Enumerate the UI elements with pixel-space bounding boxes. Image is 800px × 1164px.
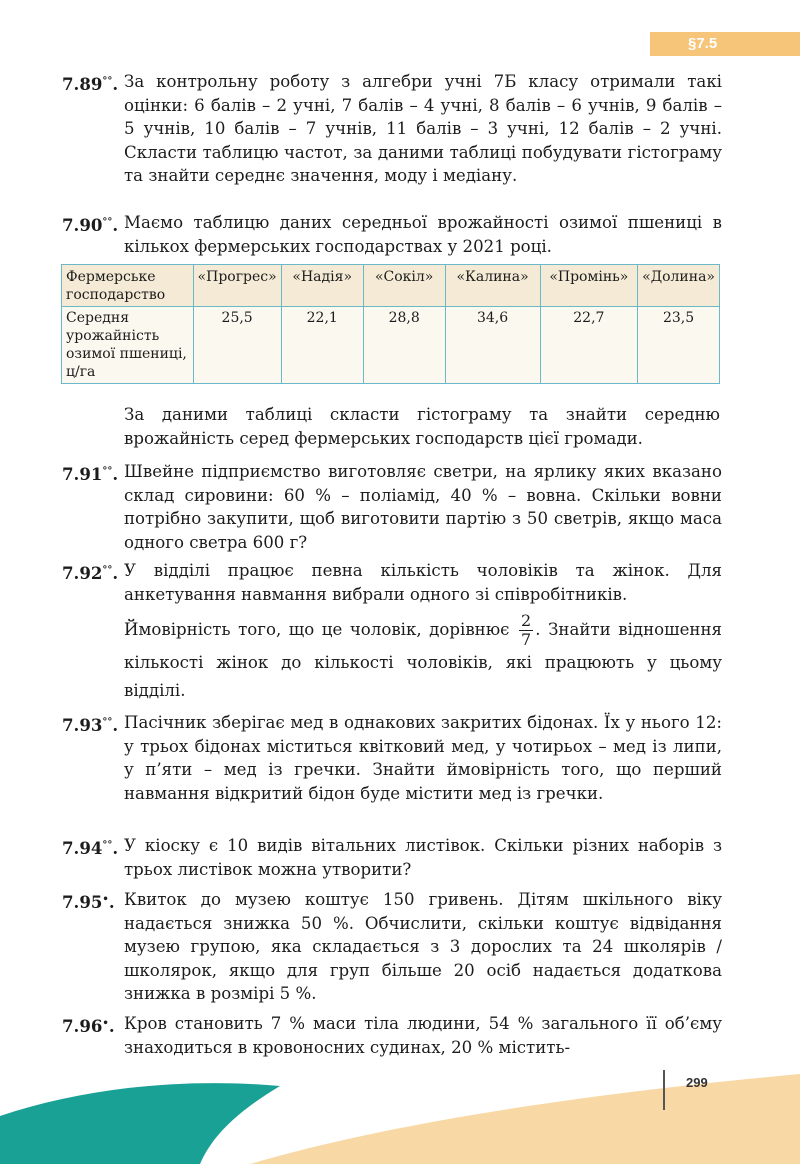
yield-table bbox=[61, 264, 720, 384]
problem-text: У відділі працює певна кількість чоловіків та жінок. Для анкетування навмання вибрали одного зі співробітників. bbox=[124, 561, 722, 604]
page-number-divider bbox=[663, 1070, 665, 1110]
fraction: $\frac{2}{7}$ bbox=[521, 611, 532, 649]
problem-text: За контрольну роботу з алгебри учні 7Б класу отримали такі оцінки: 6 балів – 2 учні, 7 балів – 4 учні, 8 балів – 6 учнів, 9 балів – 5 учнів, 10 балів – 7 учнів, 11 балів – 3 учні, 12 балів – 2 учні. Скласти таблицю частот, за даними таблиці побудувати гістограму та знайти середнє значення, моду і медіану. bbox=[124, 72, 722, 185]
problem-text: Пасічник зберігає мед в однакових закритих бідонах. Їх у нього 12: у трьох бідонах міститься квітковий мед, у чотирьох – мед із липи, у п’яти – мед із гречки. Знайти ймовірність того, що перший навмання відкритий бідон буде містити мед із гречки. bbox=[124, 713, 722, 803]
table-cell: 25,5 bbox=[193, 307, 281, 384]
footer-teal-wave bbox=[0, 1083, 280, 1164]
problem-text: Швейне підприємство виготовляє светри, на ярлику яких вказано склад сировини: 60 % – поліамід, 40 % – вовна. Скільки вовни потрібно закупити, щоб виготовити партію з 50 светрів, якщо маса одного светра 600 г? bbox=[124, 462, 722, 552]
table-cell: 23,5 bbox=[638, 307, 720, 384]
table-column-header: «Прогрес» bbox=[193, 265, 281, 307]
problem-text: У кіоску є 10 видів вітальних листівок. Скільки різних наборів з трьох листівок можна утворити? bbox=[124, 836, 722, 879]
table-column-header: «Сокіл» bbox=[363, 265, 445, 307]
table-task-text: За даними таблиці скласти гістограму та знайти середню врожайність серед фермерських господарств цієї громади. bbox=[124, 405, 720, 448]
problem-number: 7.90°°. bbox=[62, 215, 119, 235]
table-column-header: «Надія» bbox=[281, 265, 363, 307]
problem-number: 7.89°°. bbox=[62, 74, 119, 94]
table-row-header: Фермерське господарство bbox=[62, 265, 194, 307]
table-column-header: «Долина» bbox=[638, 265, 720, 307]
problem-7-89 bbox=[62, 70, 722, 188]
table-header-row bbox=[62, 265, 720, 307]
page-footer-decoration bbox=[0, 1056, 800, 1164]
problem-text: Кров становить 7 % маси тіла людини, 54 % загального її об’єму знаходиться в кровоносних судинах, 20 % містить- bbox=[124, 1014, 722, 1057]
problem-7-96 bbox=[62, 1012, 722, 1059]
footer-orange-wave bbox=[250, 1074, 800, 1164]
problem-number: 7.93°°. bbox=[62, 715, 119, 735]
table-row bbox=[62, 307, 720, 384]
page-number: 299 bbox=[686, 1075, 708, 1090]
problem-number: 7.91°°. bbox=[62, 464, 119, 484]
table-column-header: «Калина» bbox=[445, 265, 540, 307]
table-cell: 34,6 bbox=[445, 307, 540, 384]
table-column-header: «Промінь» bbox=[540, 265, 638, 307]
problem-number: 7.95•. bbox=[62, 892, 115, 912]
section-tab bbox=[650, 32, 800, 56]
problem-text-probability: Ймовірність того, що це чоловік, дорівнює $\frac{2}{7}$ . Знайти відношення кількості жінок до кількості чоловіків, які працюють у цьому відділі. bbox=[124, 611, 722, 700]
problem-7-90 bbox=[62, 211, 722, 258]
problem-7-91 bbox=[62, 460, 722, 554]
problem-number: 7.94°°. bbox=[62, 838, 119, 858]
problem-text: Квиток до музею коштує 150 гривень. Дітям шкільного віку надається знижка 50 %. Обчислити, скільки коштує відвідання музею групою, яка складається з 3 дорослих та 24 школярів / школярок, якщо для груп більше 20 осіб надається додаткова знижка в розмірі 5 %. bbox=[124, 890, 722, 1003]
table-row-label: Середня урожайність озимої пшениці, ц/га bbox=[62, 307, 194, 384]
problem-7-92 bbox=[62, 559, 722, 705]
table-cell: 28,8 bbox=[363, 307, 445, 384]
problem-text: Маємо таблицю даних середньої врожайності озимої пшениці в кількох фермерських господарствах у 2021 році. bbox=[124, 213, 722, 256]
section-label: §7.5 bbox=[688, 35, 718, 52]
problem-7-95 bbox=[62, 888, 722, 1006]
problem-7-94 bbox=[62, 834, 722, 881]
problem-7-93 bbox=[62, 711, 722, 805]
table-cell: 22,1 bbox=[281, 307, 363, 384]
footer-wave-graphic bbox=[0, 1056, 800, 1164]
problem-number: 7.96•. bbox=[62, 1016, 115, 1036]
table-cell: 22,7 bbox=[540, 307, 638, 384]
problem-number: 7.92°°. bbox=[62, 563, 119, 583]
